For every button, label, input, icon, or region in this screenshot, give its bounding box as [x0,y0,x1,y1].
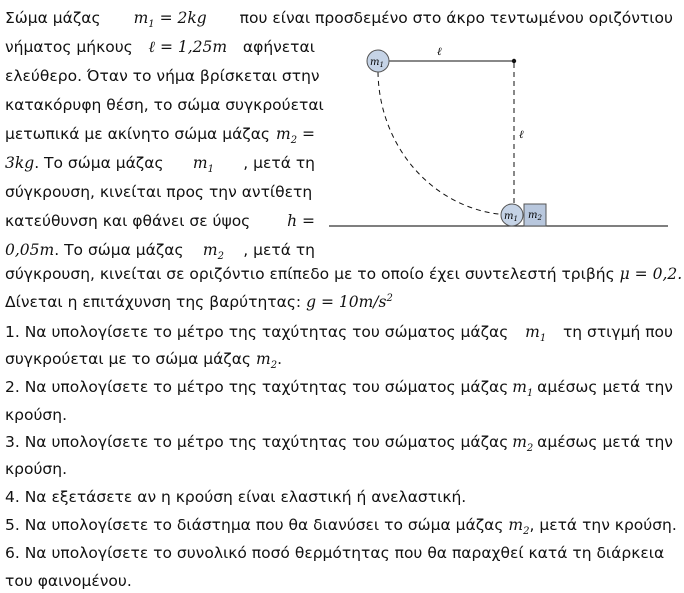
swing-path [378,72,514,215]
text: , μετά τη [243,154,315,172]
problem-line-7: σύγκρουση, κινείται προς την αντίθετη [5,183,313,201]
string-label-top: ℓ [437,45,442,58]
problem-line-6 [5,153,315,176]
math-friction: μ = 0,2. [619,265,683,283]
question-1-cont: συγκρούεται με το σώμα μάζας $m_2$. [5,350,282,372]
problem-line-5 [5,124,315,147]
pendulum-collision-figure [325,38,670,238]
text: μετωπικά με ακίνητο σώμα μάζας [5,125,271,143]
text: κατεύθυνση και φθάνει σε ύψος [5,212,251,230]
problem-line-10: σύγκρουση, κινείται σε οριζόντιο επίπεδο με το οποίο έχει συντελεστή τριβής μ = 0,2. [5,265,683,283]
question-4: 4. Να εξετάσετε αν η κρούση είναι ελαστική ή ανελαστική. [5,488,467,506]
math-m2: $m_2$ [508,516,530,538]
problem-line-3: ελεύθερο. Όταν το νήμα βρίσκεται στην [5,67,320,85]
problem-line-1 [5,8,673,31]
block-m2-label: $m_2$ [528,210,542,222]
problem-line-11: Δίνεται η επιτάχυνση της βαρύτητας: $g = 10m/s^2$ [5,292,393,311]
problem-line-8 [5,211,315,231]
math-m2-equals: $m_2$ = [275,125,315,147]
question-6-cont: του φαινομένου. [5,572,132,590]
question-6: 6. Να υπολογίσετε το συνολικό ποσό θερμότητας που θα παραχθεί κατά τη διάρκεια [5,544,665,562]
math-m1: $m_1$ [192,154,214,176]
text: αφήνεται [242,38,315,56]
question-2-cont: κρούση. [5,406,67,424]
pivot-point [512,59,516,63]
string-label-side: ℓ [519,128,524,141]
math-length: ℓ = 1,25m [148,38,228,56]
math-m1-equals: $m_1 = 2kg$ [133,9,207,31]
math-m1: $m_1$ [525,323,547,345]
math-height: h = [287,212,315,230]
text: που είναι προσδεμένο στο άκρο τεντωμένου οριζόντιου [239,9,673,27]
ball-m1-start-label: $m_1$ [370,57,384,69]
text: νήματος μήκους [5,38,133,56]
text: 3kg. Το σώμα μάζας [5,154,164,172]
math-m2: $m_2$ [512,433,534,455]
question-1: 1. Να υπολογίσετε το μέτρο της ταχύτητας του σώματος μάζας $m_1$ τη στιγμή που [5,323,673,345]
question-3: 3. Να υπολογίσετε το μέτρο της ταχύτητας του σώματος μάζας $m_2$ αμέσως μετά την [5,433,673,455]
math-m1: $m_1$ [512,378,534,400]
math-m2: $m_2$ [255,350,278,372]
text: Σώμα μάζας [5,9,101,27]
question-2: 2. Να υπολογίσετε το μέτρο της ταχύτητας του σώματος μάζας $m_1$ αμέσως μετά την [5,378,673,400]
math-gravity: $g = 10m/s^2$ [306,292,393,311]
problem-line-2 [5,37,315,57]
question-3-cont: κρούση. [5,460,67,478]
math-m2: $m_2$ [202,241,224,263]
problem-line-4: κατακόρυφη θέση, το σώμα συγκρούεται [5,96,324,114]
problem-line-9 [5,240,315,263]
question-5: 5. Να υπολογίσετε το διάστημα που θα διανύσει το σώμα μάζας $m_2$, μετά την κρούση. [5,516,677,538]
text: , μετά τη [243,241,315,259]
ball-m1-bottom-label: $m_1$ [504,211,518,223]
text: 0,05m. Το σώμα μάζας [5,241,184,259]
